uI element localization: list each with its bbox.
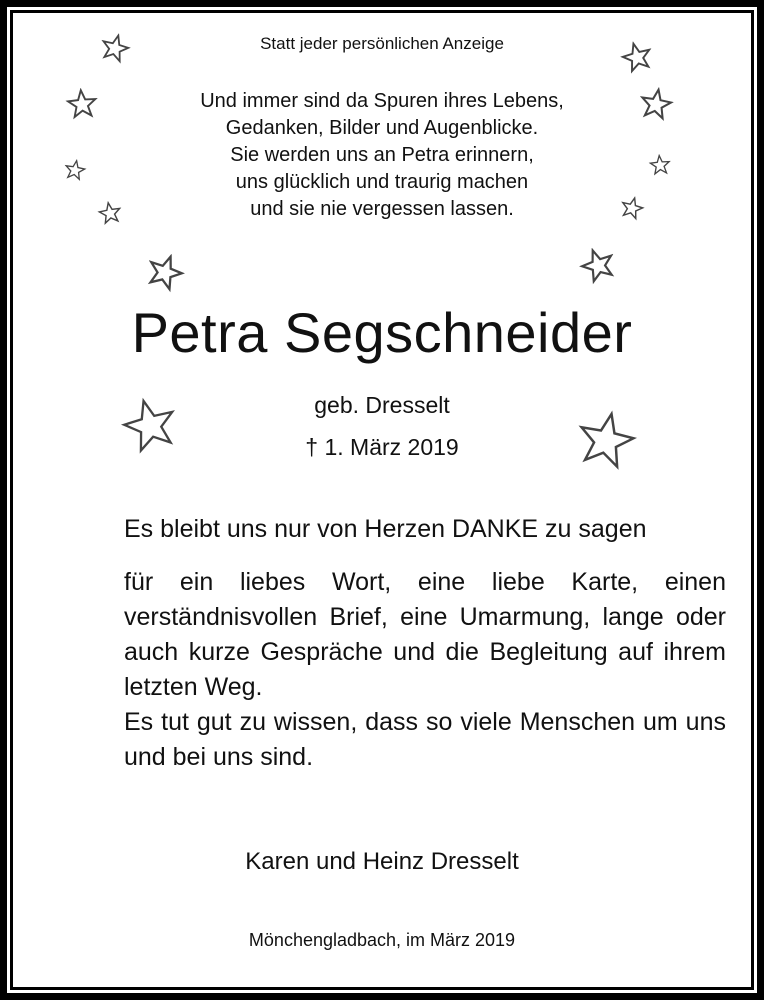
poem-line: und sie nie vergessen lassen.	[250, 198, 514, 220]
closing-paragraph: Es tut gut zu wissen, dass so viele Menschen um uns und bei uns sind.	[124, 708, 726, 771]
poem-line: Und immer sind da Spuren ihres Lebens,	[200, 90, 564, 112]
star-icon	[648, 153, 672, 177]
star-icon	[636, 84, 675, 123]
star-icon	[62, 157, 87, 182]
poem-line: uns glücklich und traurig machen	[235, 171, 529, 193]
birth-name: geb. Dresselt	[314, 392, 450, 418]
intro-line: Statt jeder persönlichen Anzeige	[260, 34, 504, 53]
star-icon	[569, 403, 643, 477]
death-date: † 1. März 2019	[305, 434, 459, 460]
place-date: Mönchengladbach, im März 2019	[248, 930, 516, 950]
poem-line: Sie werden uns an Petra erinnern,	[230, 144, 534, 166]
poem-line: Gedanken, Bilder und Augenblicke.	[225, 117, 539, 139]
deceased-name: Petra Segschneider	[131, 301, 633, 364]
star-icon	[65, 87, 100, 122]
thanks-paragraph: für ein liebes Wort, eine liebe Karte, einen verständnisvollen Brief, eine Umarmung, lange oder auch kurze Gespräche und die Begleitung auf ihrem letzten Weg.	[124, 568, 726, 701]
star-icon	[96, 199, 124, 227]
thanks-heading: Es bleibt uns nur von Herzen DANKE zu sagen	[124, 515, 647, 543]
signature: Karen und Heinz Dresselt	[245, 848, 519, 875]
